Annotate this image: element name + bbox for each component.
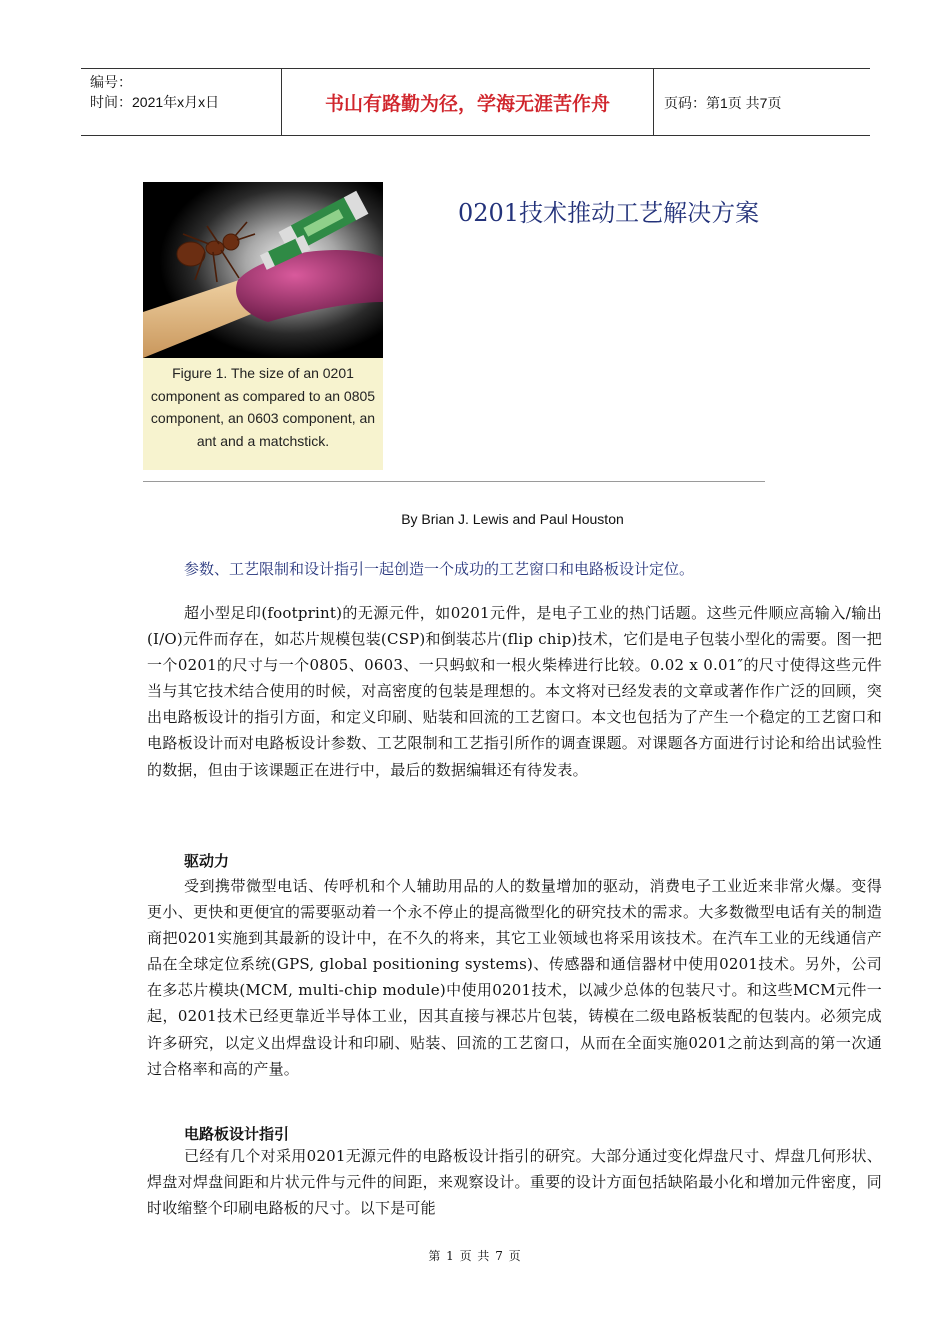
figure-caption: Figure 1. The size of an 0201 component as compared to an 0805 component, an 0603 component, an ant and a matchstick. bbox=[143, 358, 383, 470]
header-time-label: 时间：2021年x月x日 bbox=[90, 94, 220, 110]
section-heading-board-design: 电路板设计指引 bbox=[184, 1125, 290, 1143]
header-page-code: 页码：第1页 共7页 bbox=[664, 94, 782, 111]
article-title: 0201技术推动工艺解决方案 bbox=[458, 199, 760, 227]
divider-line bbox=[143, 481, 765, 482]
figure-photo bbox=[143, 182, 383, 358]
header-meta bbox=[81, 69, 281, 136]
section-body-board-design: 已经有几个对采用0201无源元件的电路板设计指引的研究。大部分通过变化焊盘尺寸、焊盘几何形状、焊盘对焊盘间距和片状元件与元件的间距，来观察设计。重要的设计方面包括缺陷最小化和增加元件密度，同时收缩整个印刷电路板的尺寸。以下是可能 bbox=[147, 1147, 882, 1218]
article-intro: 参数、工艺限制和设计指引一起创造一个成功的工艺窗口和电路板设计定位。 bbox=[184, 560, 695, 578]
section-body-driving-force: 受到携带微型电话、传呼机和个人辅助用品的人的数量增加的驱动，消费电子工业近来非常火爆。变得更小、更快和更便宜的需要驱动着一个永不停止的提高微型化的研究技术的需求。大多数微型电话有关的制造商把0201实施到其最新的设计中，在不久的将来，其它工业领域也将采用该技术。在汽车工业的无线通信产品在全球定位系统(GPS, global positioning systems)、传感器和通信器材中使用0201技术。另外，公司在多芯片模块(MCM, multi-chip module)中使用0201技术，以减少总体的包装尺寸。和这些MCM元件一起，0201技术已经更靠近半导体工业，因其直接与裸芯片包装，铸模在二级电路板装配的包装内。必须完成许多研究，以定义出焊盘设计和印刷、贴装、回流的工艺窗口，从而在全面实施0201之前达到高的第一次通过合格率和高的产量。 bbox=[147, 877, 882, 1078]
page-footer: 第 1 页 共 7 页 bbox=[428, 1249, 522, 1263]
paragraph-1: 超小型足印(footprint)的无源元件，如0201元件，是电子工业的热门话题。这些元件顺应高输入/输出(I/O)元件而存在，如芯片规模包装(CSP)和倒装芯片(flip chip)技术，它们是电子包装小型化的需要。图一把一个0201的尺寸与一个0805、0603、一只蚂蚁和一根火柴棒进行比较。0.02 x 0.01″的尺寸使得这些元件当与其它技术结合使用的时候，对高密度的包装是理想的。本文将对已经发表的文章或著作作广泛的回顾，突出电路板设计的指引方面，和定义印刷、贴装和回流的工艺窗口。本文也包括为了产生一个稳定的工艺窗口和电路板设计而对电路板设计参数、工艺限制和工艺指引所作的调查课题。对课题各方面进行讨论和给出试验性的数据，但由于该课题正在进行中，最后的数据编辑还有待发表。 bbox=[147, 604, 882, 779]
article-byline: By Brian J. Lewis and Paul Houston bbox=[401, 511, 624, 527]
figure-1 bbox=[143, 182, 383, 470]
header-motto: 书山有路勤为径，学海无涯苦作舟 bbox=[281, 69, 654, 136]
section-heading-driving-force: 驱动力 bbox=[184, 852, 230, 870]
header-number-label: 编号： bbox=[90, 74, 132, 90]
page-header bbox=[81, 68, 870, 136]
